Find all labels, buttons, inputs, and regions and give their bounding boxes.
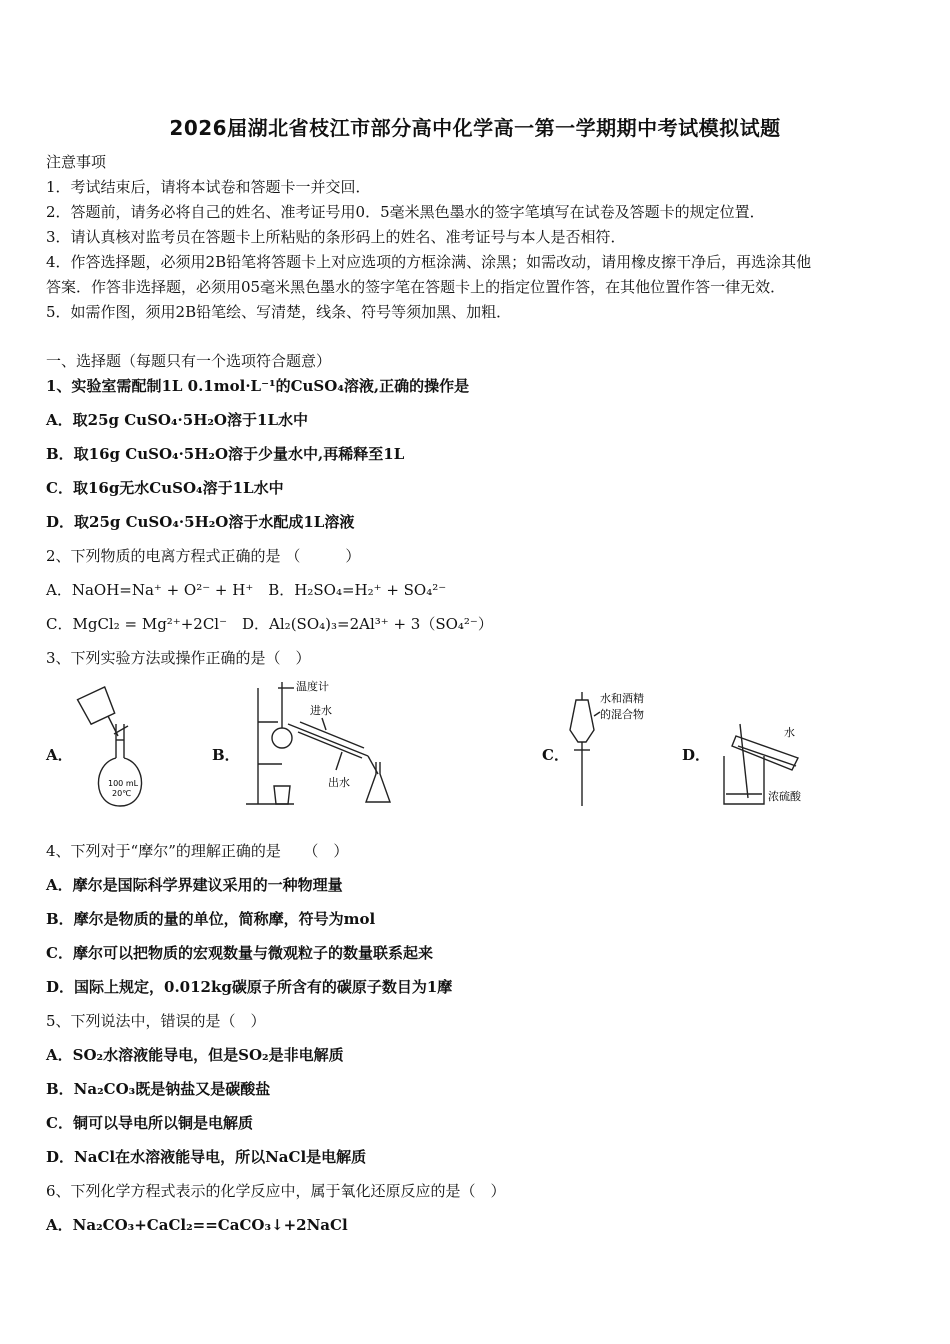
question-6-stem: 6、下列化学方程式表示的化学反应中，属于氧化还原反应的是（ ）: [46, 1182, 506, 1200]
thermometer-label: 温度计: [296, 680, 329, 693]
distillation-figure: [238, 678, 398, 812]
q3-label-b: B．: [212, 746, 240, 764]
flask-volume-label: 100 mL: [108, 779, 139, 788]
mixture-label-2: 的混合物: [600, 708, 644, 721]
question-2-stem: 2、下列物质的电离方程式正确的是 （ ）: [46, 547, 361, 565]
acid-label: 浓硫酸: [768, 790, 801, 803]
notice-heading: 注意事项: [46, 153, 107, 171]
mixture-label-1: 水和酒精: [600, 692, 644, 705]
notice-item: 4．作答选择题，必须用2B铅笔将答题卡上对应选项的方框涂满、涂黑；如需改动，请用橡皮擦干净后，再选涂其他: [46, 253, 812, 271]
q5-option-a: A．SO₂水溶液能导电，但是SO₂是非电解质: [46, 1046, 344, 1064]
water-out-label: 出水: [328, 776, 350, 789]
question-4-stem: 4、下列对于“摩尔”的理解正确的是 （ ）: [46, 842, 349, 860]
q1-option-d: D．取25g CuSO₄·5H₂O溶于水配成1L溶液: [46, 513, 355, 531]
q2-options-cd: C．MgCl₂ = Mg²⁺+2Cl⁻ D．Al₂(SO₄)₃=2Al³⁺ + 3（SO₄²⁻）: [46, 615, 493, 633]
notice-item: 答案．作答非选择题，必须用05毫米黑色墨水的签字笔在答题卡上的指定位置作答，在其他位置作答一律无效．: [46, 278, 786, 296]
question-5-stem: 5、下列说法中，错误的是（ ）: [46, 1012, 266, 1030]
notice-item: 2．答题前，请务必将自己的姓名、准考证号用0．5毫米黑色墨水的签字笔填写在试卷及答题卡的规定位置．: [46, 203, 765, 221]
q4-option-d: D．国际上规定，0.012kg碳原子所含有的碳原子数目为1摩: [46, 978, 453, 996]
notice-item: 1．考试结束后，请将本试卷和答题卡一并交回．: [46, 178, 371, 196]
acid-dilution-figure: [718, 718, 818, 810]
question-3-stem: 3、下列实验方法或操作正确的是（ ）: [46, 649, 311, 667]
flask-temp-label: 20℃: [112, 789, 132, 798]
separatory-funnel-figure: [566, 686, 662, 810]
volumetric-flask-figure: [72, 680, 162, 810]
water-label: 水: [784, 726, 795, 739]
q4-option-a: A．摩尔是国际科学界建议采用的一种物理量: [46, 876, 343, 894]
q1-option-a: A．取25g CuSO₄·5H₂O溶于1L水中: [46, 411, 308, 429]
water-in-label: 进水: [310, 704, 332, 717]
q4-option-b: B．摩尔是物质的量的单位，简称摩，符号为mol: [46, 910, 376, 928]
q4-option-c: C．摩尔可以把物质的宏观数量与微观粒子的数量联系起来: [46, 944, 433, 962]
question-1-stem: 1、实验室需配制1L 0.1mol·L⁻¹的CuSO₄溶液,正确的操作是: [46, 377, 470, 395]
q3-label-c: C．: [542, 746, 569, 764]
notice-item: 5．如需作图，须用2B铅笔绘、写清楚，线条、符号等须加黑、加粗．: [46, 303, 512, 321]
q1-option-c: C．取16g无水CuSO₄溶于1L水中: [46, 479, 284, 497]
page-title: 2026届湖北省枝江市部分高中化学高一第一学期期中考试模拟试题: [169, 116, 781, 140]
q3-label-d: D．: [682, 746, 711, 764]
q2-options-ab: A．NaOH=Na⁺ + O²⁻ + H⁺ B．H₂SO₄=H₂⁺ + SO₄²⁻: [46, 581, 447, 599]
q3-label-a: A．: [46, 746, 73, 764]
q5-option-d: D．NaCl在水溶液能导电，所以NaCl是电解质: [46, 1148, 367, 1166]
notice-item: 3．请认真核对监考员在答题卡上所粘贴的条形码上的姓名、准考证号与本人是否相符．: [46, 228, 626, 246]
q1-option-b: B．取16g CuSO₄·5H₂O溶于少量水中,再稀释至1L: [46, 445, 405, 463]
section-heading: 一、选择题（每题只有一个选项符合题意）: [46, 352, 332, 370]
q5-option-c: C．铜可以导电所以铜是电解质: [46, 1114, 253, 1132]
q5-option-b: B．Na₂CO₃既是钠盐又是碳酸盐: [46, 1080, 271, 1098]
q6-option-a: A．Na₂CO₃+CaCl₂==CaCO₃↓+2NaCl: [46, 1216, 348, 1234]
